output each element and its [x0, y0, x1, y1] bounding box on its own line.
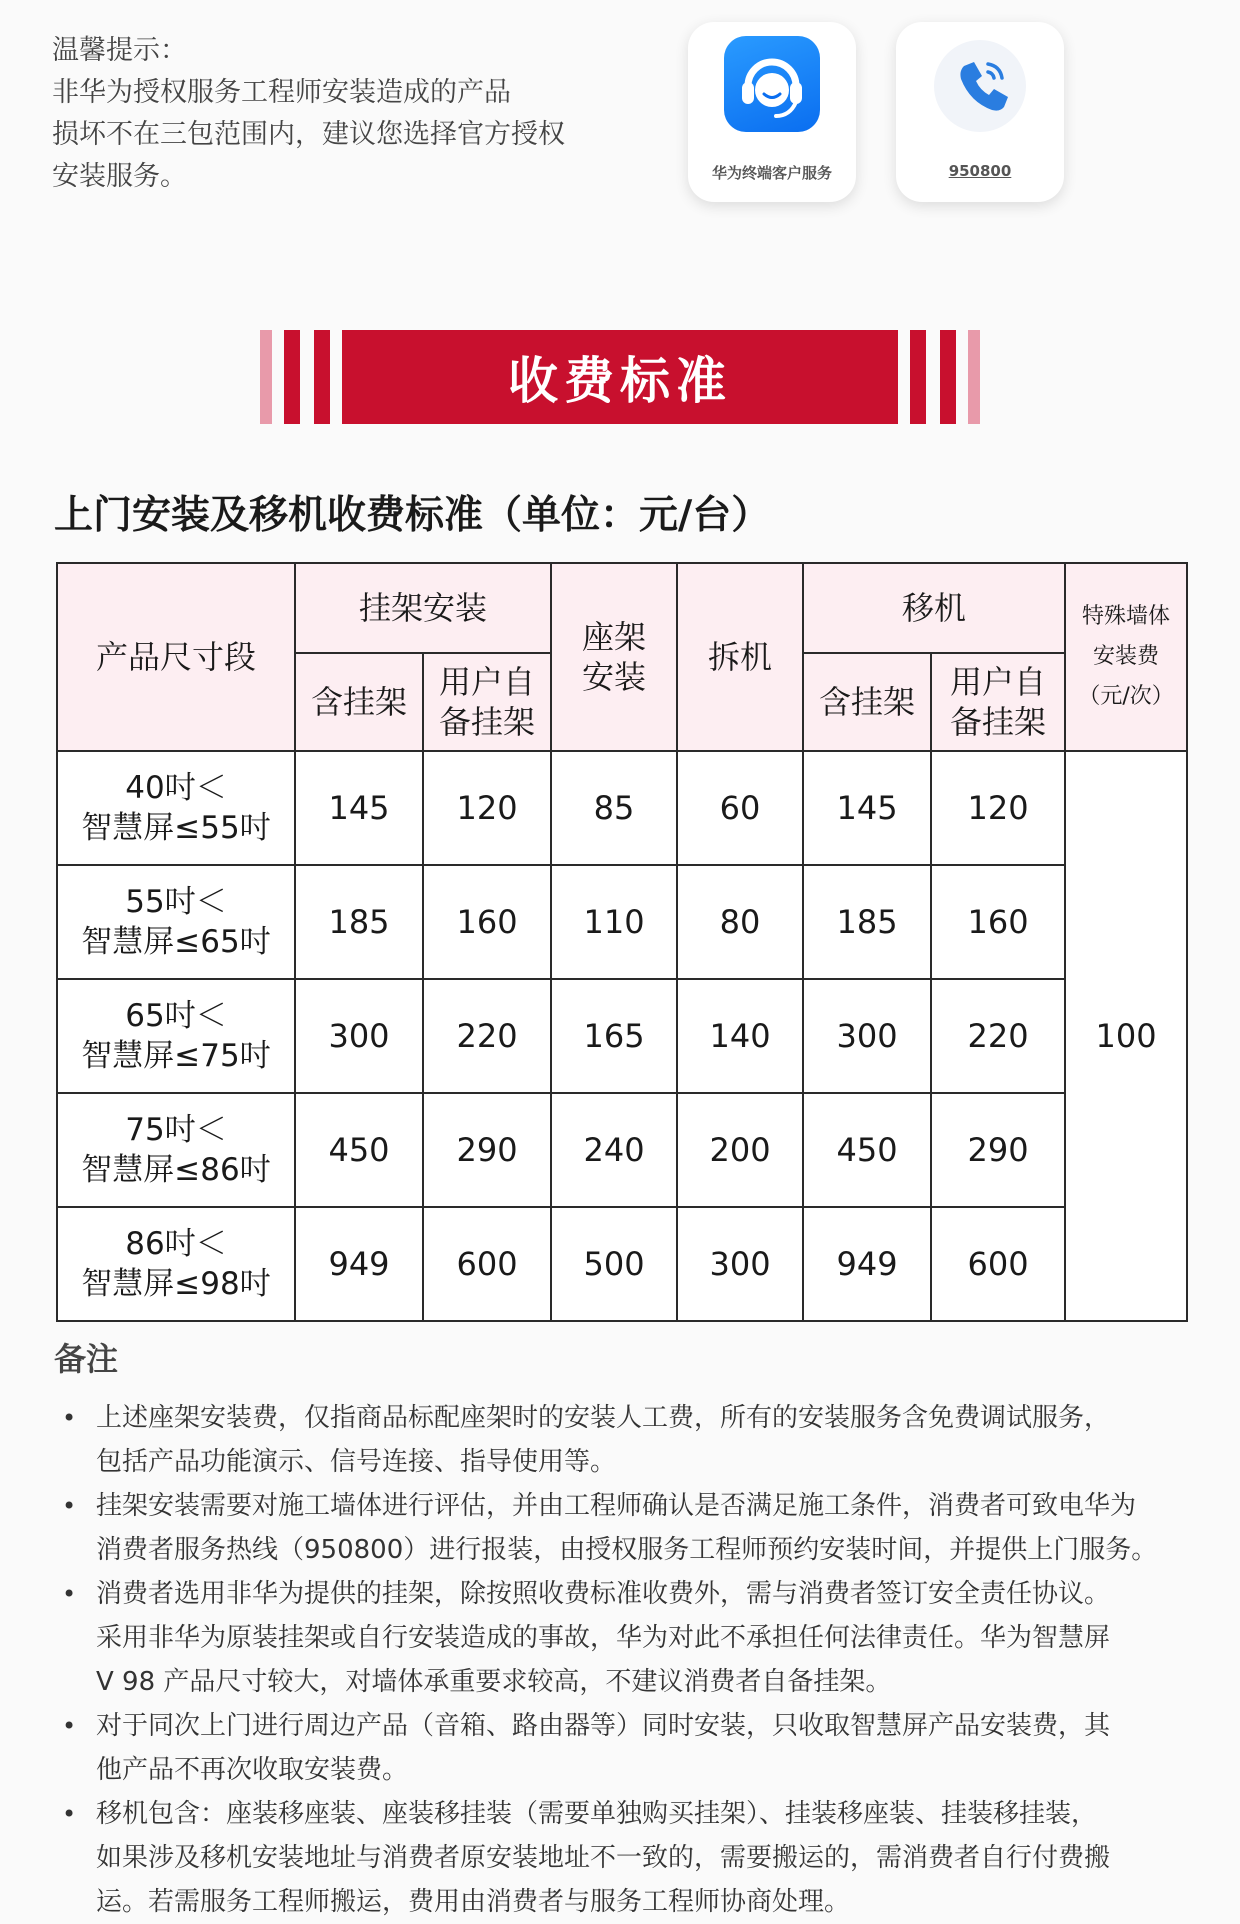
size-cell — [57, 865, 295, 979]
size-line: 智慧屏≤75吋 — [81, 1038, 271, 1074]
table-row — [57, 979, 1187, 1093]
warm-notice — [52, 30, 652, 198]
header-own-line: 备挂架 — [439, 703, 536, 741]
price-cell: 600 — [931, 1207, 1065, 1321]
header-own-line: 备挂架 — [950, 703, 1047, 741]
size-cell — [57, 979, 295, 1093]
size-cell — [57, 1093, 295, 1207]
price-cell: 949 — [295, 1207, 423, 1321]
banner-stripe — [910, 330, 926, 424]
table-row — [57, 1207, 1187, 1321]
notice-line: 损坏不在三包范围内，建议您选择官方授权 — [52, 119, 565, 150]
header-relocate: 移机 — [803, 563, 1065, 653]
price-cell: 120 — [423, 751, 551, 865]
size-line: 86吋＜ — [125, 1226, 227, 1262]
notice-line: 安装服务。 — [52, 161, 187, 192]
header-wall-mount: 挂架安装 — [295, 563, 551, 653]
price-cell: 110 — [551, 865, 677, 979]
header-own-bracket — [931, 653, 1065, 751]
note-line: • 对于同次上门进行周边产品（音箱、路由器等）同时安装，只收取智慧屏产品安装费，其 — [96, 1711, 1111, 1741]
notes-list — [62, 1396, 1202, 1924]
note-line: 如果涉及移机安装地址与消费者原安装地址不一致的，需要搬运的，需消费者自行付费搬 — [96, 1843, 1111, 1873]
header-own-line: 用户自 — [950, 663, 1047, 701]
phone-icon — [934, 40, 1026, 132]
size-line: 智慧屏≤65吋 — [81, 924, 271, 960]
note-line: • 移机包含：座装移座装、座装移挂装（需要单独购买挂架）、挂装移座装、挂装移挂装， — [96, 1799, 1098, 1829]
price-cell: 140 — [677, 979, 803, 1093]
price-cell: 185 — [295, 865, 423, 979]
header-special-line: 特殊墙体 — [1082, 604, 1171, 629]
size-line: 智慧屏≤86吋 — [81, 1152, 271, 1188]
note-item — [62, 1396, 1202, 1484]
price-cell: 450 — [295, 1093, 423, 1207]
banner-stripe — [968, 330, 980, 424]
notice-line: 温馨提示： — [52, 35, 187, 66]
price-cell: 240 — [551, 1093, 677, 1207]
note-item — [62, 1484, 1202, 1572]
header-special-fee — [1065, 563, 1187, 751]
price-cell: 145 — [803, 751, 931, 865]
header-with-bracket: 含挂架 — [295, 653, 423, 751]
price-cell: 160 — [931, 865, 1065, 979]
note-line: 包括产品功能演示、信号连接、指导使用等。 — [96, 1447, 617, 1477]
notes-title: 备注 — [54, 1340, 119, 1378]
note-line: 采用非华为原装挂架或自行安装造成的事故，华为对此不承担任何法律责任。华为智慧屏 — [96, 1623, 1111, 1653]
banner-stripe — [260, 330, 272, 424]
header-own-bracket — [423, 653, 551, 751]
note-item — [62, 1572, 1202, 1704]
size-line: 55吋＜ — [125, 884, 227, 920]
price-cell: 145 — [295, 751, 423, 865]
price-cell: 500 — [551, 1207, 677, 1321]
note-line: • 挂架安装需要对施工墙体进行评估，并由工程师确认是否满足施工条件，消费者可致电华为 — [96, 1491, 1137, 1521]
price-cell: 60 — [677, 751, 803, 865]
banner-stripe — [284, 330, 300, 424]
price-cell: 949 — [803, 1207, 931, 1321]
note-line: • 消费者选用非华为提供的挂架，除按照收费标准收费外，需与消费者签订安全责任协议。 — [96, 1579, 1111, 1609]
table-row — [57, 1093, 1187, 1207]
note-line: 消费者服务热线（950800）进行报装，由授权服务工程师预约安装时间，并提供上门服务。 — [96, 1535, 1158, 1565]
header-special-line: 安装费 — [1093, 644, 1160, 669]
size-line: 智慧屏≤55吋 — [81, 810, 271, 846]
header-own-line: 用户自 — [439, 663, 536, 701]
price-cell: 200 — [677, 1093, 803, 1207]
banner-stripe — [940, 330, 956, 424]
price-cell: 220 — [931, 979, 1065, 1093]
app-label: 950800 — [948, 162, 1012, 180]
size-line: 65吋＜ — [125, 998, 227, 1034]
section-title: 上门安装及移机收费标准（单位：元/台） — [54, 493, 771, 538]
price-cell: 185 — [803, 865, 931, 979]
price-cell: 80 — [677, 865, 803, 979]
table-row — [57, 865, 1187, 979]
note-line: • 上述座架安装费，仅指商品标配座架时的安装人工费，所有的安装服务含免费调试服务， — [96, 1403, 1111, 1433]
price-cell: 220 — [423, 979, 551, 1093]
size-cell — [57, 1207, 295, 1321]
header-special-line: （元/次） — [1078, 684, 1174, 709]
price-table — [56, 562, 1188, 1322]
price-cell: 450 — [803, 1093, 931, 1207]
table-row — [57, 751, 1187, 865]
price-cell: 300 — [677, 1207, 803, 1321]
size-cell — [57, 751, 295, 865]
banner-title: 收费标准 — [342, 330, 898, 424]
price-cell: 85 — [551, 751, 677, 865]
banner-stripe — [314, 330, 330, 424]
fee-standard-banner — [260, 330, 980, 424]
hotline-app-card[interactable] — [896, 22, 1064, 202]
size-line: 40吋＜ — [125, 770, 227, 806]
price-cell: 160 — [423, 865, 551, 979]
note-item — [62, 1704, 1202, 1792]
note-line: 运。若需服务工程师搬运，费用由消费者与服务工程师协商处理。 — [96, 1887, 851, 1917]
note-line: 他产品不再次收取安装费。 — [96, 1755, 409, 1785]
size-line: 智慧屏≤98吋 — [81, 1266, 271, 1302]
size-line: 75吋＜ — [125, 1112, 227, 1148]
price-cell: 120 — [931, 751, 1065, 865]
note-item — [62, 1792, 1202, 1924]
notice-line: 非华为授权服务工程师安装造成的产品 — [52, 77, 511, 108]
customer-service-icon — [724, 36, 820, 132]
price-cell: 290 — [423, 1093, 551, 1207]
price-cell: 290 — [931, 1093, 1065, 1207]
header-stand-line: 座架 — [582, 618, 647, 656]
customer-service-app-card[interactable] — [688, 22, 856, 202]
app-label: 华为终端客户服务 — [711, 164, 832, 182]
price-cell: 165 — [551, 979, 677, 1093]
header-stand — [551, 563, 677, 751]
header-size: 产品尺寸段 — [57, 563, 295, 751]
header-stand-line: 安装 — [582, 658, 647, 696]
price-cell: 300 — [803, 979, 931, 1093]
special-fee-cell: 100 — [1065, 751, 1187, 1321]
header-with-bracket: 含挂架 — [803, 653, 931, 751]
price-cell: 600 — [423, 1207, 551, 1321]
note-line: V 98 产品尺寸较大，对墙体承重要求较高，不建议消费者自备挂架。 — [96, 1667, 892, 1697]
price-cell: 300 — [295, 979, 423, 1093]
header-uninstall: 拆机 — [677, 563, 803, 751]
